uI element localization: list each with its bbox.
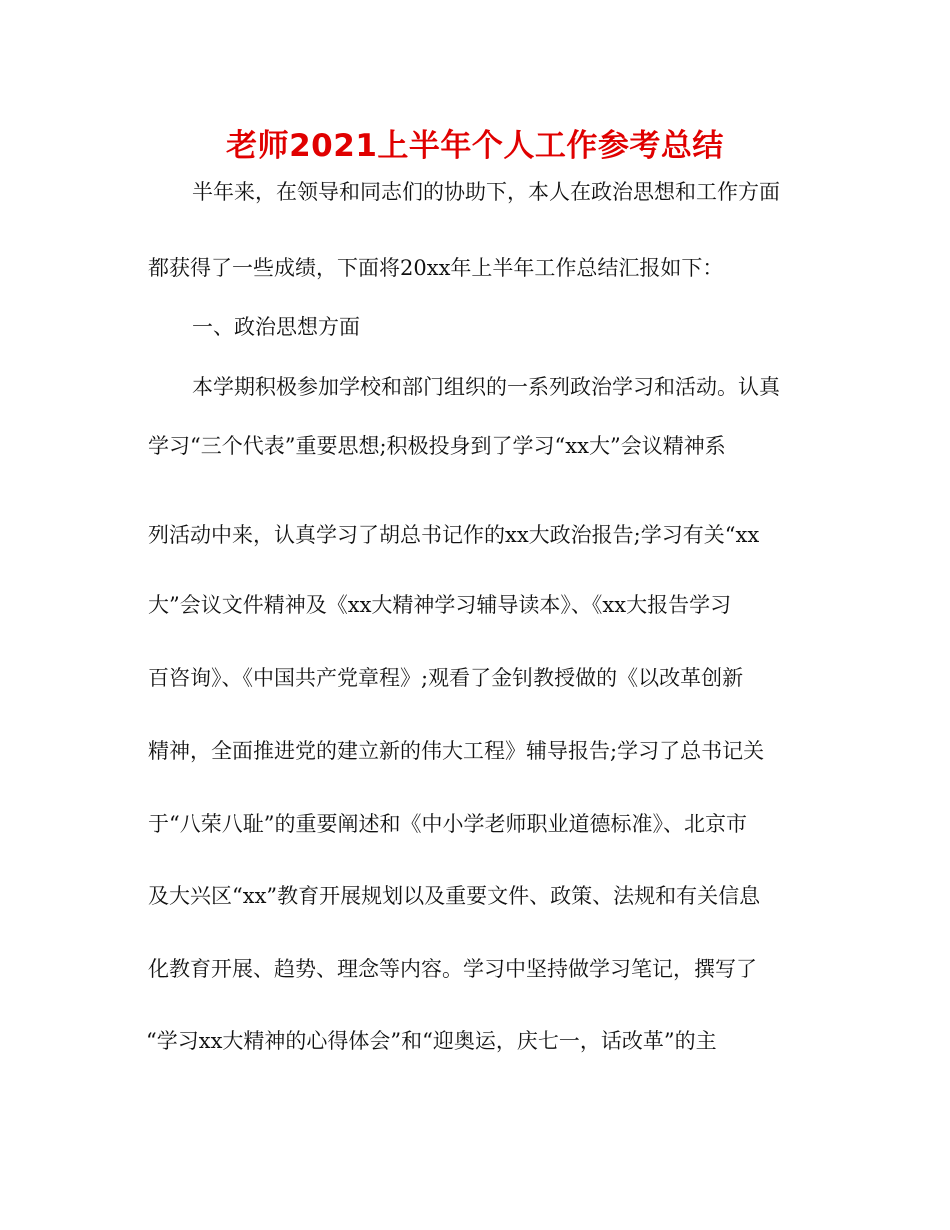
paragraph-line: 百咨询》、《中国共产党章程》;观看了金钊教授做的《以改革创新 — [148, 666, 744, 690]
paragraph-line: 列活动中来，认真学习了胡总书记作的xx大政治报告;学习有关“xx — [148, 523, 760, 547]
paragraph-line: 学习“三个代表”重要思想;积极投身到了学习“xx大”会议精神系 — [148, 434, 726, 458]
section-heading: 一、政治思想方面 — [192, 315, 360, 339]
paragraph-line: 半年来，在领导和同志们的协助下，本人在政治思想和工作方面 — [192, 180, 780, 204]
paragraph-line: 化教育开展、趋势、理念等内容。学习中坚持做学习笔记，撰写了 — [148, 957, 757, 981]
paragraph-line: 精神，全面推进党的建立新的伟大工程》辅导报告;学习了总书记关 — [148, 739, 765, 763]
paragraph-line: 本学期积极参加学校和部门组织的一系列政治学习和活动。认真 — [192, 375, 780, 399]
paragraph-line: 及大兴区“xx”教育开展规划以及重要文件、政策、法规和有关信息 — [148, 884, 761, 908]
paragraph-line: “学习xx大精神的心得体会”和“迎奥运，庆七一，话改革”的主 — [146, 1029, 717, 1053]
document-title: 老师2021上半年个人工作参考总结 — [226, 128, 724, 164]
paragraph-line: 大”会议文件精神及《xx大精神学习辅导读本》、《xx大报告学习 — [148, 593, 732, 617]
paragraph-line: 于“八荣八耻”的重要阐述和《中小学老师职业道德标准》、北京市 — [148, 812, 747, 836]
paragraph-line: 都获得了一些成绩，下面将20xx年上半年工作总结汇报如下： — [148, 256, 724, 280]
